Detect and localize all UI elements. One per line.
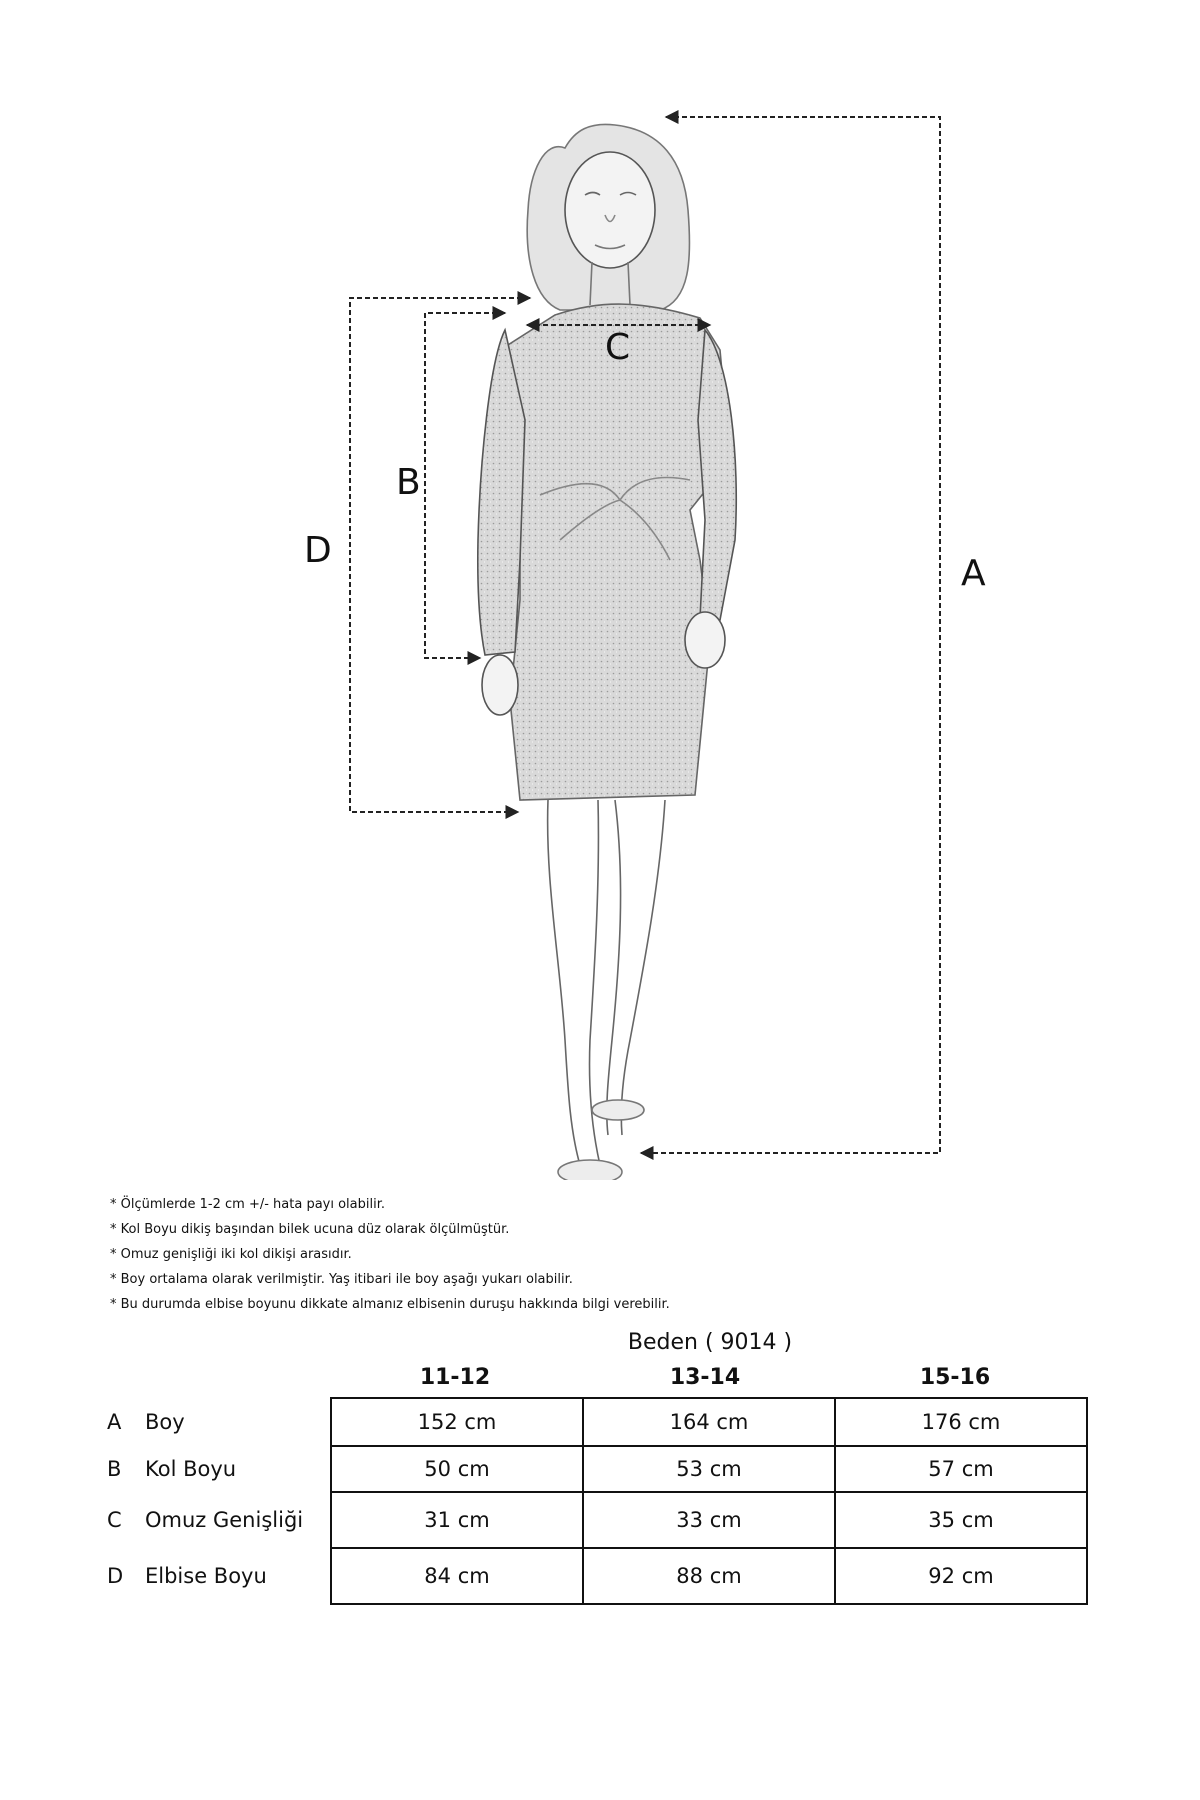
table-cell: 92 cm — [835, 1548, 1087, 1604]
table-cell: 176 cm — [835, 1398, 1087, 1446]
table-cell: 53 cm — [583, 1446, 835, 1492]
row-letter: B — [107, 1457, 122, 1481]
row-letter: D — [107, 1564, 124, 1588]
row-name: Omuz Genişliği — [145, 1508, 304, 1532]
size-column-header: 13-14 — [669, 1365, 741, 1390]
table-row — [331, 1398, 1087, 1446]
size-column-header: 15-16 — [919, 1365, 991, 1390]
note-1: * Ölçümlerde 1-2 cm +/- hata payı olabilir. — [110, 1197, 385, 1212]
table-row — [331, 1446, 1087, 1492]
table-cell: 88 cm — [583, 1548, 835, 1604]
row-letter: A — [107, 1410, 122, 1434]
row-name: Boy — [145, 1410, 185, 1434]
size-table-title: Beden ( 9014 ) — [627, 1330, 793, 1355]
table-cell: 84 cm — [331, 1548, 583, 1604]
label-b: B — [396, 462, 421, 503]
note-3: * Omuz genişliği iki kol dikişi arasıdır. — [110, 1247, 352, 1262]
table-cell: 152 cm — [331, 1398, 583, 1446]
label-d: D — [304, 530, 332, 571]
note-2: * Kol Boyu dikiş başından bilek ucuna düz olarak ölçülmüştür. — [110, 1222, 510, 1237]
label-c: C — [605, 327, 631, 368]
note-4: * Boy ortalama olarak verilmiştir. Yaş itibari ile boy aşağı yukarı olabilir. — [110, 1272, 573, 1287]
row-letter: C — [107, 1508, 122, 1532]
table-cell: 31 cm — [331, 1492, 583, 1548]
table-row — [331, 1548, 1087, 1604]
row-name: Kol Boyu — [145, 1457, 237, 1481]
table-cell: 33 cm — [583, 1492, 835, 1548]
measurement-notes — [110, 1192, 1010, 1317]
size-column-header: 11-12 — [419, 1365, 491, 1390]
table-cell: 35 cm — [835, 1492, 1087, 1548]
note-5: * Bu durumda elbise boyunu dikkate almanız elbisenin duruşu hakkında bilgi verebilir. — [110, 1297, 670, 1312]
row-name: Elbise Boyu — [145, 1564, 267, 1588]
table-cell: 57 cm — [835, 1446, 1087, 1492]
label-a: A — [961, 553, 986, 594]
table-cell: 50 cm — [331, 1446, 583, 1492]
size-table — [330, 1397, 1088, 1605]
model-illustration — [478, 124, 736, 1180]
table-cell: 164 cm — [583, 1398, 835, 1446]
table-row — [331, 1492, 1087, 1548]
